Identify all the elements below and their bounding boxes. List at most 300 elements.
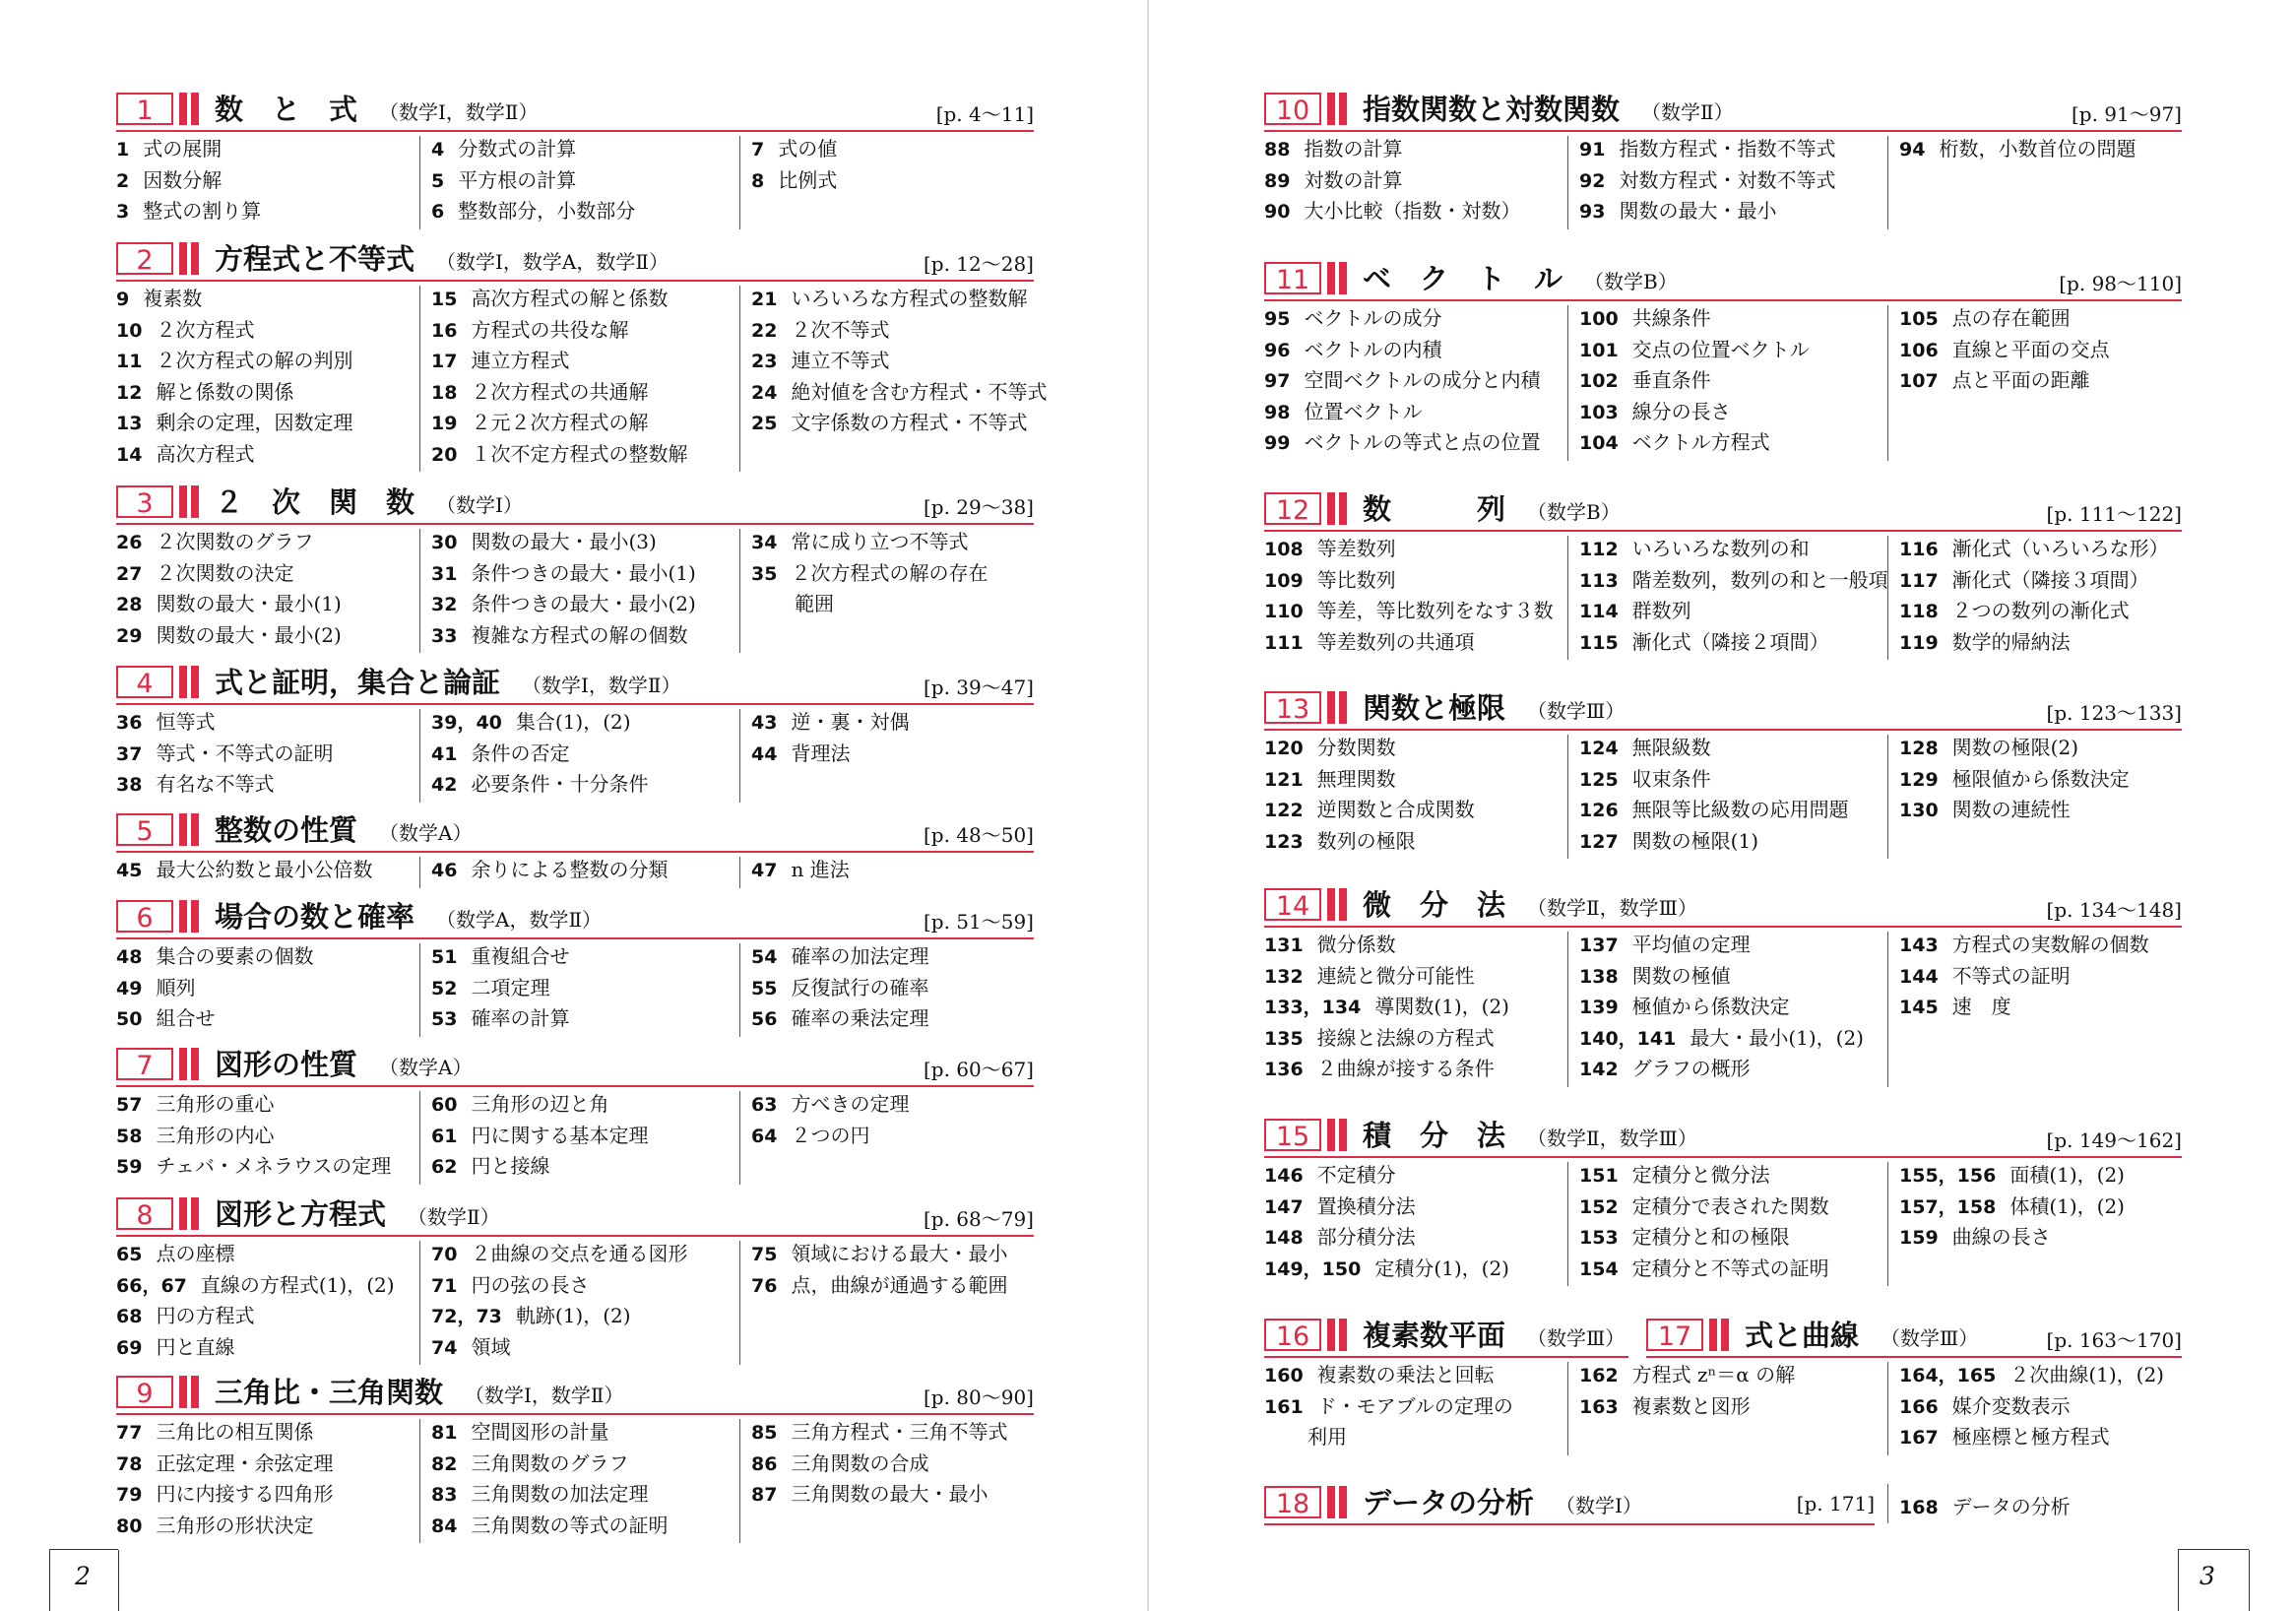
item-number: 119 bbox=[1899, 631, 1939, 654]
item-title: 連立方程式 bbox=[471, 349, 570, 372]
toc-column bbox=[1899, 534, 2204, 658]
toc-item bbox=[1579, 365, 1884, 397]
item-title: 複素数と図形 bbox=[1631, 1393, 1751, 1418]
toc-item bbox=[1264, 1222, 1569, 1254]
item-number: 10 bbox=[116, 319, 143, 342]
item-title: 定積分と不等式の証明 bbox=[1631, 1256, 1829, 1280]
toc-item bbox=[1899, 1192, 2204, 1223]
item-title: 大小比較（指数・対数） bbox=[1304, 199, 1521, 223]
item-number: 111 bbox=[1264, 631, 1304, 654]
chapter-title bbox=[1363, 260, 1678, 300]
chapter-page-range: [p. 123〜133] bbox=[2046, 701, 2182, 725]
chapter-items bbox=[1264, 534, 2182, 664]
item-number: 63 bbox=[751, 1094, 778, 1116]
item-number: 56 bbox=[751, 1008, 778, 1030]
chapter-bar bbox=[1339, 1119, 1347, 1151]
item-number: 78 bbox=[116, 1452, 143, 1475]
chapter-title bbox=[215, 898, 602, 938]
toc-item bbox=[431, 1151, 736, 1183]
toc-item bbox=[1579, 930, 1884, 961]
toc-item bbox=[1264, 961, 1569, 993]
toc-column bbox=[1579, 733, 1884, 857]
chapter-subject: （数学Ⅰ，数学Ⅱ） bbox=[522, 674, 681, 697]
chapter-subject: （数学Ⅰ，数学Ⅱ） bbox=[379, 100, 539, 124]
chapter-subject: （数学Ⅱ，数学Ⅲ） bbox=[1527, 1127, 1697, 1150]
item-number: 140，141 bbox=[1579, 1027, 1677, 1050]
chapter-number: 13 bbox=[1264, 691, 1321, 724]
chapter-bar bbox=[1339, 1319, 1347, 1351]
item-title: 円に内接する四角形 bbox=[156, 1482, 334, 1506]
item-number: 132 bbox=[1264, 965, 1304, 988]
chapter-subject: （数学A） bbox=[379, 1056, 473, 1079]
chapter-bar bbox=[191, 485, 199, 518]
item-title: 三角関数の等式の証明 bbox=[471, 1513, 669, 1537]
page-number-right: 3 bbox=[2200, 1562, 2215, 1590]
chapter-section bbox=[1264, 1117, 2182, 1290]
item-number: 34 bbox=[751, 532, 778, 553]
chapter-subject: （数学A，数学Ⅱ） bbox=[436, 908, 603, 932]
item-title: 三角形の重心 bbox=[156, 1092, 275, 1116]
item-title: 関数の最大・最小(3) bbox=[471, 530, 657, 553]
chapter-items bbox=[116, 1089, 1034, 1189]
item-title: グラフの概形 bbox=[1631, 1057, 1751, 1080]
chapter-bar bbox=[179, 1197, 187, 1230]
toc-column bbox=[431, 284, 736, 470]
toc-item bbox=[1579, 1192, 1884, 1223]
chapter-number: 17 bbox=[1646, 1319, 1703, 1351]
item-title: 無理関数 bbox=[1316, 766, 1396, 791]
item-title: 関数の連続性 bbox=[1951, 798, 2071, 821]
item-title: 関数の極限(1) bbox=[1631, 828, 1759, 853]
item-number: 157，158 bbox=[1899, 1195, 1997, 1218]
chapter-title bbox=[215, 1195, 500, 1236]
toc-column bbox=[1899, 930, 2204, 1023]
chapter-header bbox=[1264, 1317, 1628, 1358]
item-title: 定積分で表された関数 bbox=[1631, 1193, 1829, 1218]
item-title: 三角関数の合成 bbox=[791, 1450, 929, 1475]
toc-item bbox=[1899, 303, 2204, 335]
item-number: 153 bbox=[1579, 1227, 1619, 1249]
item-title: 速 度 bbox=[1951, 995, 2011, 1018]
item-number: 146 bbox=[1264, 1165, 1304, 1187]
chapter-bar bbox=[1327, 1486, 1335, 1518]
item-title: 複素数 bbox=[143, 287, 203, 310]
item-number: 105 bbox=[1899, 308, 1939, 330]
chapter-bar bbox=[1327, 691, 1335, 724]
toc-item bbox=[1899, 764, 2204, 796]
chapter-section bbox=[1264, 91, 2182, 233]
item-number: 28 bbox=[116, 594, 143, 615]
chapter-header bbox=[116, 240, 1034, 282]
item-title: 重複組合せ bbox=[471, 944, 570, 968]
toc-item bbox=[751, 134, 1056, 165]
item-number: 160 bbox=[1264, 1365, 1304, 1386]
item-number: 50 bbox=[116, 1008, 143, 1030]
chapter-title bbox=[1363, 886, 1697, 927]
chapter-section bbox=[1264, 260, 2182, 465]
chapter-section bbox=[116, 898, 1034, 1041]
column-divider bbox=[1567, 735, 1568, 859]
column-divider bbox=[1567, 305, 1568, 461]
item-number: 151 bbox=[1579, 1165, 1619, 1187]
item-title: 平方根の計算 bbox=[458, 167, 577, 192]
chapter-number: 1 bbox=[116, 93, 173, 125]
item-number: 59 bbox=[116, 1156, 143, 1178]
chapter-header bbox=[116, 664, 1034, 705]
toc-column bbox=[116, 527, 421, 651]
item-title: 比例式 bbox=[778, 167, 838, 192]
toc-item bbox=[1579, 534, 1884, 565]
chapter-items bbox=[116, 855, 1034, 892]
toc-column bbox=[116, 855, 421, 886]
item-title: 軌跡(1)，(2) bbox=[515, 1304, 631, 1327]
chapter-title-text: 図形の性質 bbox=[215, 1048, 358, 1081]
column-divider bbox=[1887, 1162, 1888, 1286]
item-number: 108 bbox=[1264, 539, 1304, 560]
toc-item bbox=[1579, 733, 1884, 764]
chapter-header bbox=[1264, 260, 2182, 301]
item-number: 18 bbox=[431, 381, 458, 404]
item-title: 解と係数の関係 bbox=[156, 379, 294, 404]
item-title: いろいろな数列の和 bbox=[1631, 537, 1810, 560]
toc-column bbox=[1579, 534, 1888, 658]
item-number: 32 bbox=[431, 594, 458, 615]
chapter-section bbox=[1264, 886, 2182, 1091]
column-divider bbox=[419, 943, 420, 1037]
toc-column bbox=[431, 855, 736, 886]
chapter-bar bbox=[191, 900, 199, 933]
toc-column bbox=[116, 941, 421, 1035]
item-number: 135 bbox=[1264, 1027, 1304, 1050]
toc-item bbox=[116, 855, 421, 886]
item-number: 93 bbox=[1579, 201, 1606, 223]
item-title: 条件の否定 bbox=[471, 741, 570, 765]
item-title: ベクトルの成分 bbox=[1304, 306, 1442, 330]
item-number: 148 bbox=[1264, 1227, 1304, 1249]
toc-item bbox=[751, 315, 1056, 347]
item-number: 137 bbox=[1579, 934, 1619, 956]
chapter-number: 4 bbox=[116, 666, 173, 698]
chapter-bar bbox=[191, 1197, 199, 1230]
toc-item bbox=[116, 134, 421, 165]
item-title: 定積分と微分法 bbox=[1631, 1163, 1770, 1187]
toc-item bbox=[751, 1121, 1056, 1152]
toc-column bbox=[751, 1089, 1056, 1151]
chapter-title-text: データの分析 bbox=[1363, 1486, 1535, 1519]
item-title: 漸化式（隣接３項間） bbox=[1951, 567, 2149, 592]
item-title: 極値から係数決定 bbox=[1631, 995, 1790, 1018]
item-title: 点と平面の距離 bbox=[1951, 368, 2090, 392]
column-divider bbox=[419, 1419, 420, 1543]
item-title: ２次関数の決定 bbox=[156, 560, 294, 585]
chapter-title bbox=[1363, 91, 1734, 131]
column-divider bbox=[739, 529, 740, 653]
chapter-bar bbox=[179, 485, 187, 518]
item-title: 順列 bbox=[156, 975, 196, 999]
chapter-header bbox=[116, 811, 1034, 853]
toc-item bbox=[116, 1270, 421, 1302]
column-divider bbox=[1887, 735, 1888, 859]
toc-item bbox=[116, 1332, 421, 1364]
toc-item bbox=[1899, 134, 2204, 165]
chapter-page-range: [p. 98〜110] bbox=[2059, 272, 2182, 295]
toc-item bbox=[1264, 1422, 1569, 1453]
toc-column bbox=[116, 1417, 421, 1541]
toc-item bbox=[1899, 1222, 2204, 1254]
item-number: 95 bbox=[1264, 308, 1291, 330]
item-title: 平均値の定理 bbox=[1631, 933, 1751, 956]
item-number: 84 bbox=[431, 1514, 458, 1537]
item-number: 25 bbox=[751, 413, 778, 434]
item-title: 三角関数の最大・最小 bbox=[791, 1482, 989, 1506]
item-title: 共線条件 bbox=[1631, 306, 1711, 330]
chapter-number: 16 bbox=[1264, 1319, 1321, 1351]
chapter-number: 12 bbox=[1264, 492, 1321, 525]
toc-item bbox=[431, 1511, 736, 1542]
toc-item bbox=[751, 377, 1056, 409]
chapter-bar bbox=[191, 1376, 199, 1408]
chapter-bar bbox=[1339, 1486, 1347, 1518]
column-divider bbox=[419, 1241, 420, 1365]
toc-item bbox=[116, 769, 421, 801]
chapter-subject: （数学Ⅲ） bbox=[1527, 1326, 1626, 1350]
chapter-title-text: 積 分 法 bbox=[1363, 1119, 1506, 1152]
chapter-header bbox=[1264, 490, 2182, 532]
item-title: 逆関数と合成関数 bbox=[1316, 798, 1475, 821]
item-number: 94 bbox=[1899, 139, 1926, 161]
item-number: 33 bbox=[431, 624, 458, 647]
right-page bbox=[1148, 0, 2296, 1611]
item-title: 連立不等式 bbox=[791, 349, 890, 372]
item-number: 41 bbox=[431, 742, 458, 765]
toc-item bbox=[1579, 397, 1884, 428]
item-number: 86 bbox=[751, 1452, 778, 1475]
toc-item bbox=[431, 527, 736, 558]
toc-column bbox=[1264, 134, 1569, 227]
chapter-header bbox=[116, 1046, 1034, 1087]
item-number: 143 bbox=[1899, 934, 1939, 956]
item-number: 38 bbox=[116, 774, 143, 796]
chapter-header bbox=[1264, 1117, 2182, 1158]
chapter-subject: （数学A） bbox=[379, 821, 473, 845]
page-number-frame-left bbox=[49, 1549, 118, 1611]
item-number: 11 bbox=[116, 351, 143, 372]
chapter-bar bbox=[1327, 888, 1335, 921]
item-number: 30 bbox=[431, 532, 458, 553]
toc-item bbox=[751, 527, 1056, 558]
item-title: ２つの数列の漸化式 bbox=[1951, 599, 2130, 622]
item-title: 交点の位置ベクトル bbox=[1631, 337, 1810, 361]
item-number: 27 bbox=[116, 562, 143, 585]
chapter-section bbox=[116, 1374, 1034, 1547]
toc-item bbox=[1579, 1160, 1884, 1192]
toc-item bbox=[1899, 534, 2204, 565]
item-number: 42 bbox=[431, 774, 458, 796]
chapter-title bbox=[1363, 1117, 1697, 1157]
item-title: 点，曲線が通過する範囲 bbox=[791, 1272, 1008, 1297]
item-number: 138 bbox=[1579, 965, 1619, 988]
item-number: 139 bbox=[1579, 997, 1619, 1018]
toc-item bbox=[751, 165, 1056, 197]
chapter-bar bbox=[191, 1048, 199, 1080]
item-title: 連続と微分可能性 bbox=[1316, 963, 1475, 988]
toc-item bbox=[1899, 795, 2204, 826]
chapter-items bbox=[116, 527, 1034, 657]
chapter-title-text: 指数関数と対数関数 bbox=[1363, 93, 1621, 126]
item-number: 77 bbox=[116, 1422, 143, 1444]
item-number: 112 bbox=[1579, 539, 1619, 560]
item-number: 81 bbox=[431, 1422, 458, 1444]
toc-item bbox=[431, 377, 736, 409]
item-title: 三角関数の加法定理 bbox=[471, 1482, 649, 1506]
toc-item bbox=[751, 1479, 1056, 1511]
item-title: 領域 bbox=[471, 1334, 511, 1359]
column-divider bbox=[1567, 932, 1568, 1087]
toc-item bbox=[1264, 930, 1569, 961]
item-title: 集合(1)，(2) bbox=[515, 710, 631, 734]
item-number: 161 bbox=[1264, 1395, 1304, 1418]
item-title: いろいろな方程式の整数解 bbox=[791, 287, 1028, 310]
toc-item bbox=[116, 439, 421, 471]
chapter-number: 9 bbox=[116, 1376, 173, 1408]
item-title: 領域における最大・最小 bbox=[791, 1242, 1008, 1265]
item-title: 分数関数 bbox=[1316, 736, 1396, 759]
toc-item bbox=[1579, 596, 1884, 627]
item-title: 高次方程式の解と係数 bbox=[471, 287, 669, 310]
toc-item bbox=[116, 589, 421, 620]
column-divider bbox=[1887, 1362, 1888, 1455]
toc-item bbox=[116, 315, 421, 347]
item-number: 16 bbox=[431, 319, 458, 342]
chapter-bar bbox=[179, 242, 187, 275]
chapter-page-range: [p. 149〜162] bbox=[2046, 1128, 2182, 1152]
item-number: 8 bbox=[751, 169, 765, 192]
item-title: ２次方程式の解の判別 bbox=[156, 349, 353, 372]
chapter-header bbox=[116, 1195, 1034, 1237]
item-title: 恒等式 bbox=[156, 710, 216, 734]
item-title: 垂直条件 bbox=[1631, 368, 1711, 392]
column-divider bbox=[419, 1091, 420, 1185]
chapter-section bbox=[116, 664, 1034, 806]
toc-item bbox=[1264, 1391, 1569, 1423]
toc-column bbox=[751, 134, 1056, 196]
item-number: 129 bbox=[1899, 768, 1939, 791]
toc-item bbox=[431, 589, 736, 620]
item-title: 漸化式（隣接２項間） bbox=[1631, 629, 1829, 654]
toc-column bbox=[1264, 930, 1569, 1085]
toc-item bbox=[116, 558, 421, 590]
item-number: 128 bbox=[1899, 738, 1939, 759]
toc-column bbox=[1899, 1360, 2204, 1453]
item-title: 無限級数 bbox=[1631, 736, 1711, 759]
toc-column bbox=[1264, 303, 1569, 459]
toc-column bbox=[1579, 930, 1884, 1085]
toc-item bbox=[431, 1417, 736, 1449]
item-title: 曲線の長さ bbox=[1951, 1225, 2051, 1249]
item-title: 極座標と極方程式 bbox=[1951, 1425, 2110, 1449]
toc-item bbox=[1264, 427, 1569, 459]
item-number: 104 bbox=[1579, 432, 1619, 454]
toc-column bbox=[751, 707, 1056, 769]
item-number: 107 bbox=[1899, 370, 1939, 392]
page-number-frame-right bbox=[2178, 1549, 2249, 1611]
toc-item bbox=[1264, 397, 1569, 428]
toc-item bbox=[1579, 335, 1884, 366]
toc-column bbox=[1579, 1360, 1884, 1422]
item-number: 72，73 bbox=[431, 1306, 502, 1327]
chapter-subject: （数学B） bbox=[1584, 270, 1678, 293]
item-title: 導関数(1)，(2) bbox=[1374, 995, 1509, 1018]
toc-column bbox=[1264, 534, 1569, 658]
toc-column bbox=[116, 1089, 421, 1183]
item-title: 指数方程式・指数不等式 bbox=[1619, 137, 1836, 161]
toc-item bbox=[1264, 1054, 1569, 1085]
chapter-number: 8 bbox=[116, 1197, 173, 1230]
chapter-header bbox=[116, 1374, 1034, 1415]
toc-item bbox=[1899, 335, 2204, 366]
item-title: 数学的帰納法 bbox=[1951, 629, 2071, 654]
chapter-bar bbox=[1327, 1319, 1335, 1351]
item-number: 48 bbox=[116, 946, 143, 968]
chapter-title bbox=[215, 664, 681, 704]
toc-item bbox=[116, 346, 421, 377]
chapter-section bbox=[116, 240, 1048, 476]
item-title: 三角形の内心 bbox=[156, 1123, 275, 1147]
chapter-section bbox=[116, 811, 1034, 892]
toc-item bbox=[431, 941, 736, 973]
column-divider bbox=[739, 136, 740, 229]
item-number: 144 bbox=[1899, 965, 1939, 988]
item-title: 最大・最小(1)，(2) bbox=[1690, 1025, 1864, 1050]
item-title: ２次曲線(1)，(2) bbox=[2009, 1363, 2164, 1386]
chapter-title bbox=[1363, 1317, 1625, 1357]
column-divider bbox=[1567, 136, 1568, 229]
column-divider bbox=[419, 709, 420, 803]
item-number: 20 bbox=[431, 443, 458, 466]
chapter-number: 14 bbox=[1264, 888, 1321, 921]
item-title: 円と接線 bbox=[471, 1154, 550, 1178]
item-number: 97 bbox=[1264, 370, 1291, 392]
chapter-bar bbox=[1327, 262, 1335, 294]
item-title: 空間ベクトルの成分と内積 bbox=[1304, 368, 1541, 392]
chapter-page-range: [p. 171] bbox=[1796, 1492, 1875, 1515]
chapter-subject: （数学Ⅱ） bbox=[408, 1205, 500, 1229]
chapter-items bbox=[116, 1239, 1034, 1369]
item-number: 13 bbox=[116, 413, 143, 434]
chapter-bar bbox=[179, 900, 187, 933]
item-number: 3 bbox=[116, 201, 130, 223]
toc-item bbox=[1264, 196, 1569, 227]
item-number: 142 bbox=[1579, 1059, 1619, 1080]
chapter-page-range: [p. 48〜50] bbox=[923, 823, 1034, 847]
item-title: 整式の割り算 bbox=[143, 199, 262, 223]
chapter-number: 5 bbox=[116, 813, 173, 846]
toc-item bbox=[431, 1301, 736, 1332]
chapter-page-range: [p. 29〜38] bbox=[923, 495, 1034, 519]
chapter-title-text: 式と曲線 bbox=[1745, 1319, 1860, 1352]
item-title: ２次不等式 bbox=[791, 317, 890, 342]
toc-item bbox=[1264, 565, 1569, 597]
toc-column bbox=[1264, 733, 1569, 857]
item-title: 三角形の辺と角 bbox=[471, 1092, 609, 1116]
item-title: 確率の計算 bbox=[471, 1006, 570, 1030]
item-number: 167 bbox=[1899, 1427, 1939, 1449]
chapter-title bbox=[1363, 689, 1625, 730]
item-number: 154 bbox=[1579, 1257, 1619, 1280]
toc-item bbox=[1579, 165, 1884, 197]
toc-item bbox=[751, 558, 1056, 590]
toc-item bbox=[116, 165, 421, 197]
